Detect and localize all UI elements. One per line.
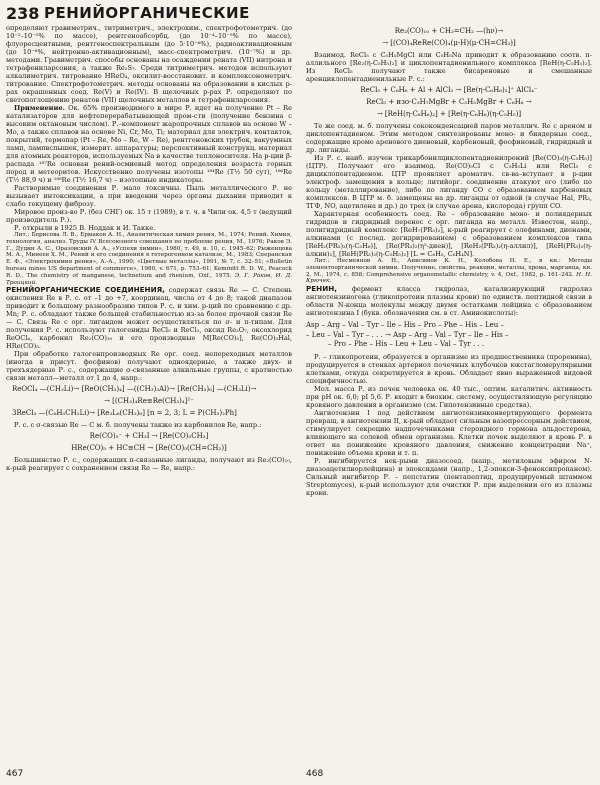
literature-text: Лит.: Несмеянов А. Н., Анисимов К. Н., Колобова Н. Е., в кн.: Методы элементоорганической химии. Получение, свойства, реакции, металлы, хрома, марганца, кн. 2, М., 1974, с. 858; Comprehensive organometallic chemistry, v. 4, Oxf., 1982, p. 161–242.	[306, 258, 592, 278]
literature-block	[306, 258, 592, 285]
section-entry	[306, 285, 592, 317]
literature-author: Э. Г. Раков, И. Д. Троицкий.	[6, 272, 292, 286]
paragraph-application	[6, 104, 292, 184]
paragraph: Мол. масса Р. из почек человека ок. 40 тыс., оптим. каталитич. активность при pH ок. 6,0; pI 5,6. Р. входит в биохим. систему, осуществляющую регуляцию кровяного давления в организме (см. Гипотензивные средства).	[306, 384, 592, 409]
sequence-line: Asp – Arg – Val – Tyr – Ile – His – Pro – Phe – His – Leu –	[306, 321, 505, 330]
section-entry	[6, 286, 292, 350]
run-in-heading: Применение.	[14, 104, 65, 112]
paragraph: Р. открыли в 1925 В. Ноддак и И. Такке.	[14, 224, 156, 232]
paragraph: Взаимод. ReCl₅ с C₅H₅MgCl или C₅H₅Na приводит к образованию соотв. π-аллильного [Re₂(η-C₅H₅)₂] и циклопентадиенильного комплекса [ReH(η-C₅H₅)₂]. Из ReCl₅ получают также бисареновые и смешанные аренциклопентадиенильные Р. с.:	[306, 51, 592, 83]
right-column	[306, 24, 592, 497]
left-column	[6, 24, 292, 472]
peptide-sequence	[306, 321, 592, 350]
running-head: РЕНИЙОРГАНИЧЕСКИЕ	[44, 4, 250, 22]
formula: Re(CO)₅⁻ + CH₃I → [Re(CO)₅CH₃]	[89, 432, 209, 441]
formula: ReOCl₄ —(CH₃Li)→ [ReO(CH₃)₄] —((CH₃)₃Al)→ [Re(CH₃)₆] —(CH₃Li)→	[12, 385, 257, 394]
paragraph: Растворимые соединения Р. мало токсичны. Пыль металлического Р. не вызывает интоксикации, а при введении через органы дыхания приводит к слабо текущему фиброзу.	[6, 184, 292, 208]
paragraph: Р. с. с σ-связью Re — C м. б. получены также из карбонилов Re, напр.:	[14, 421, 262, 430]
paragraph: Те же соед. м. б. получены сококонденсацией паров металлич. Re с ареном и циклопентадиеном. Этим методом синтезированы моно- и биядерные соед., содержащие кроме аренового диеновый, карбеновый, фосфиновый, гидридный и др. лиганды.	[306, 122, 592, 154]
paragraph: Р. ингибируется нек-рыми диазосоед. (напр., метиловым эфиром N-диазоацетилнорлейцина) и эпоксидами (напр., 1,2-эпокси-3-феноксипропаном). Сильный ингибитор Р. – пепстатин (пентапептид, продуцируемый штаммом Streptomyces), к-рый используют для очистки Р. при выделении его из плазмы крови.	[306, 456, 592, 497]
literature-text: Лит.: Борисова Л. В., Ермаков А. Н., Аналитическая химия рения, М., 1974; Рений. Химия, технология, анализ. Труды IV Всесоюзного совещания по проблеме рения, М., 1976; Раков Э. Г., Дудин А. С., Оразовский А. А., «Успехи химии», 1980, т. 49, в. 10, с. 1945–62; Рыженцова М. А., Минеев Х. М., Рений и его соединения в гетерогенном катализе, М., 1983; Сперанская Е. Ф., «Электрохимия рения», А.-А., 1990; «Цветные металлы», 1991, № 7, с. 32–51; «Bulletin bureau mines US department of commerce», 1980, v. 671, p. 753–61; Kemmitt R. D. W., Peacock R. D., The chemistry of manganese, technetium and rhenium, Oxf., 1975.	[6, 232, 292, 279]
section-heading: РЕНИЙОРГАНИЧЕСКИЕ СОЕДИНЕНИЯ,	[6, 285, 165, 295]
formula: HRe(CO)₅ + HC≡CH → [Re(CO)₅(CH=CH₂)]	[71, 444, 227, 453]
paragraph: Большинство Р. с., содержащих π-связанные лиганды, получают из Re₂(CO)₁₀, к-рый реагирует с сохранением связи Re — Re, напр.:	[6, 456, 292, 473]
formula: → [ReH(η-C₆H₆)₂] + [Re(η-C₆H₆)(η-C₅H₅)]	[376, 110, 522, 118]
literature-block	[6, 232, 292, 286]
paragraph: Ангиотензин I под действием ангиотензинконвертирующего фермента превращ. в ангиотензин II, к-рый обладает сильным вазопрессорным действием, стимулирует секрецию надпочечниками стероидного гормона альдостерона, влияющего на солевой обмен организма. Клетки почек выделяют в кровь Р. в ответ на понижение кровяного давления, снижение концентрации Na⁺, понижение объема крови и т. п.	[306, 408, 592, 457]
paragraph: определяют гравиметрич., титриметрич., электрохим., спектрофотометрич. (до 10⁻²–10⁻⁵% по массе), рентгеноабсорбц. (до 10⁻⁴–10⁻⁵% по массе), флуоресцентными, рентгеноспектральным (до 5·10⁻⁶%), радиоактивационным (до 10⁻⁶%, нейтронно-активационным), масс-спектрометрич. (10⁻⁷%) и др. методами. Гравиметрич. способы основаны на осаждении рената (VII) нитрона и тетрафениларсония, а также Re₂S₇. Среди титриметрич. методов используют алкалиметрич. титрование HReO₄, оксилит-восстановит. и комплексонометрич. титрование. Спектрофотометрич. методы основаны на образовании в кислых р-рах окрашенных соед. Re(V) и Re(IV). В щелочных р-рах Р. определяют по светопоглощению ренатов (VII) щелочных металлов и тетрафениларсония.	[6, 24, 292, 104]
sequence-line: – Leu – Val – Tyr – . . . → Asp – Arg – Val – Tyr – Ile – His –	[306, 330, 509, 339]
section-heading: РЕНИН,	[306, 284, 337, 294]
formula: ReCl₅ + изо-C₃H₇MgBr + C₅H₅MgBr + C₆H₆ →	[366, 98, 532, 106]
sequence-line: – Pro – Phe – His – Leu + Leu – Val – Tyr . . .	[328, 340, 485, 349]
page-number: 238	[6, 4, 40, 23]
folio-right: 468	[306, 769, 324, 779]
paragraph: Р. – гликопротеин, образуется в организме из предшественника (проренина), продуцируется в стенках артериол почечных клубочков юкстагломерулярными клетками, откуда секретируется в кровь. Обладает явно выраженной видовой специфичностью.	[306, 352, 592, 385]
formula: ReCl₅ + C₆H₆ + Al + AlCl₃ → [Re(η-C₆H₆)₂]⁺ AlCl₄⁻	[360, 86, 538, 94]
folio-left: 467	[6, 769, 24, 779]
paragraph: Из Р. с. наиб. изучен трикарбонилциклопентадиенилрений [Re(CO)₃(η-C₅H₅)] (ЦТР). Получают его взаимод. Re(CO)₅Cl с C₅H₅Li или ReCl₅ с дициклопентадиеном. ЦТР проявляет ароматич. св-ва–вступает в р-ции электроф. замещения в кольце; литийорг. соединение атакуют его (либо по кольцу (металлирование), либо по лиганду CO с образованием карбеновых комплексов. В ЦТР м. б. замещены на др. лиганды от одной (в случае Hal, PR₃, ТГФ, NO, ацетилена и др.) до трех (в случае арена, кислорода) групп CO.	[306, 154, 592, 210]
formula: → [(CO)₄ReRe(CO)₄(μ-H)(μ-CH=CH₂)]	[382, 39, 516, 47]
section-text: фермент класса гидролаз, катализирующий гидролиз ангиотензиногена (гликопротеин плазмы крови) по единств. пептидной связи в области N-конца молекулы между двумя остатками лейцина с образованием ангиотензина I (букв. обозначения см. в ст. Аминокислоты):	[306, 285, 592, 318]
paragraph: При обработке галогенпроизводных Re орг. соед. непереходных металлов (иногда в присут. фосфинов) получают одноядерные, а также двух- и трехъядерные Р. с., содержащие σ-связанные алкильные группы, с кратностью связи металл—металл от 1 до 4, напр.:	[6, 350, 292, 383]
formula: 3ReCl₃ —(C₆H₅CH₂Li)→ [Re₃L₆(CH₃)₆] [n = 2, 3; L = P(CH₃)₂Ph]	[12, 409, 237, 418]
section-text: содержат связь Re — C. Степень окисления Re в Р. с. от –1 до +7, координац. числа от 4 до 8; такой диапазон приводит к большому разнообразию типов Р. с. и хим. р-ций по сравнению с др. Mn; Р. с. обладают также большей стабильностью из-за более прочной связи Re — C. Связь Re с орг. лигандом может осуществляться по σ- и π-типам. Для получения Р. с. используют галогениды ReCl₅ и ReCl₃, оксид Re₂O₇, оксохлорид ReOCl₄, карбонил Re₂(CO)₁₀ и его производные M[Re(CO)₅], Re(CO)₅Hal, HRe(CO)₅.	[6, 286, 292, 351]
literature-author: Н. Н. Крючек.	[306, 271, 593, 285]
paragraph: Мировое произ-во Р. (без СНГ) ок. 15 т (1989), в т. ч. в Чили ок. 4,5 т (ведущий производитель Р.).	[6, 208, 292, 224]
paragraph-text: Ок. 65% производимого в мире Р. идет на получение Pt – Re катализаторов для нефтеперерабатывающей пром-сти (получение бензина с высоким октановым числом). Р.–компонент жаропрочных сплавов на основе W – Mo, а также сплавов на основе Ni, Cr, Mo, Ti; материал для электрич. контактов, покрытий, термопар (Pt – Re, Mo – Re, W – Re), рентгеновских трубок, вакуумных ламп, лампвспышек, измерит. аппаратуры; перспективный конструкц. материал для атомных реакторов, используемых Na в качестве теплоносителя. На р-ции β-распада ¹⁸⁷Re основан рений-осмиевый метод определения возраста горных пород и метеоритов. Искусственно получены изотопы ¹⁸⁴Re (T½ 50 сут), ¹⁸⁶Re (T½ 88,9 ч) и ¹⁸⁸Re (T½ 16,7 ч) – изотопные индикаторы.	[6, 104, 292, 184]
formula: Re₂(CO)₁₀ + CH₂=CH₂ —(hν)→	[394, 27, 504, 35]
formula: → [(CH₃)₄Re≡Re(CH₃)₄]²⁻	[104, 397, 194, 406]
paragraph: Характерная особенность соед. Re – образование моно- и полиядерных гидридов и гидридный перенос с орг. лиганда на металл. Известен, напр., полигидридный комплекс [ReH₇(PR₃)₂], к-рый реагирует с олефинами, диенами, алкинами (с послед. дегидрированием) с образованием комплексов типа [ReH₂(PR₃)₂(η-C₅H₆)], [Re(PR₃)₂(η⁵-диен)], [ReH₂(PR₃)₂(η-аллил)], [ReH(PR₃)₂(η-алкин)₂], [ReH(PR₃)₂(η-C₅H₅)₂] [L = C₆H₅, C₆H₄N].	[306, 210, 592, 258]
